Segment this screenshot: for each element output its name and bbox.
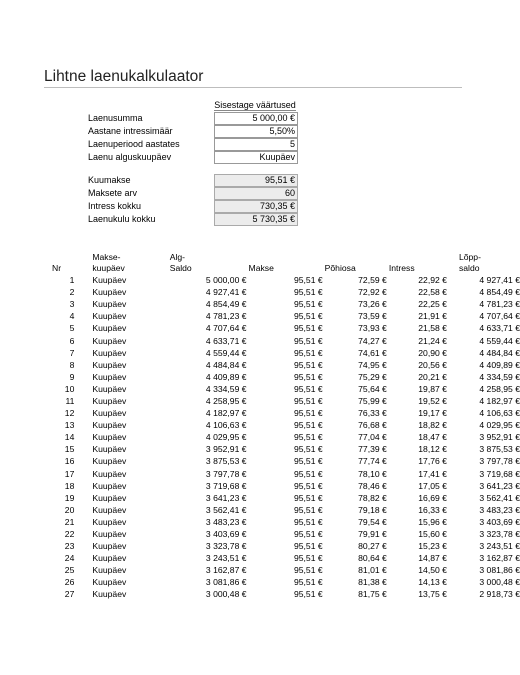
cell-payment: 95,51 € [293,383,323,394]
col-header-nr: Nr [52,263,62,273]
cell-date: Kuupäev [92,492,127,503]
cell-payment: 95,51 € [293,541,323,552]
col-header-date: Makse- kuupäev [92,252,125,273]
table-row [44,371,520,383]
table-row [44,528,520,540]
cell-nr: 21 [64,516,75,527]
cell-payment: 95,51 € [293,287,323,298]
monthly-payment-value: 95,51 € [214,174,298,187]
start-date-field[interactable]: Kuupäev [214,151,298,164]
cell-payment: 95,51 € [293,480,323,491]
cell-nr: 3 [69,299,75,310]
interest-rate-label: Aastane intressimäär [88,126,173,136]
cell-date: Kuupäev [92,589,127,600]
table-row [44,504,520,516]
table-row [44,322,520,334]
cell-start-balance: 4 258,95 € [205,395,247,406]
cell-end-balance: 3 243,51 € [479,541,520,552]
total-cost-label: Laenukulu kokku [88,214,156,224]
table-row [44,576,520,588]
col-header-principal: Põhiosa [324,263,356,273]
col-header-end-balance: Lõpp- saldo [458,252,481,273]
cell-interest: 21,91 € [418,311,447,322]
cell-interest: 18,82 € [418,420,447,431]
cell-end-balance: 3 641,23 € [479,480,520,491]
cell-interest: 18,47 € [418,432,447,443]
cell-start-balance: 4 182,97 € [205,408,247,419]
inputs-header: Sisestage väärtused [214,100,296,110]
cell-start-balance: 3 000,48 € [205,589,247,600]
cell-payment: 95,51 € [293,553,323,564]
table-row [44,395,520,407]
cell-interest: 17,41 € [418,468,447,479]
cell-payment: 95,51 € [293,444,323,455]
cell-payment: 95,51 € [293,456,323,467]
cell-start-balance: 3 875,53 € [205,456,247,467]
cell-nr: 8 [69,359,75,370]
cell-date: Kuupäev [92,335,127,346]
table-row [44,359,520,371]
cell-payment: 95,51 € [293,371,323,382]
cell-start-balance: 3 562,41 € [205,504,247,515]
cell-interest: 14,13 € [418,577,447,588]
cell-nr: 19 [64,492,75,503]
cell-date: Kuupäev [92,529,127,540]
cell-interest: 19,52 € [418,395,447,406]
cell-payment: 95,51 € [293,311,323,322]
cell-interest: 19,87 € [418,383,447,394]
cell-principal: 78,10 € [358,468,387,479]
cell-payment: 95,51 € [293,420,323,431]
cell-payment: 95,51 € [293,323,323,334]
cell-end-balance: 4 781,23 € [479,299,520,310]
cell-start-balance: 3 952,91 € [205,444,247,455]
cell-payment: 95,51 € [293,468,323,479]
cell-principal: 81,01 € [358,565,387,576]
title-divider [44,87,462,88]
cell-nr: 2 [69,287,75,298]
interest-rate-field[interactable]: 5,50% [214,125,298,138]
cell-end-balance: 4 106,63 € [479,408,520,419]
cell-start-balance: 3 323,78 € [205,541,247,552]
cell-interest: 20,56 € [418,359,447,370]
cell-start-balance: 3 641,23 € [205,492,247,503]
cell-principal: 74,27 € [358,335,387,346]
cell-end-balance: 4 707,64 € [479,311,520,322]
cell-principal: 78,46 € [358,480,387,491]
cell-start-balance: 4 334,59 € [205,383,247,394]
cell-interest: 22,58 € [418,287,447,298]
cell-nr: 25 [64,565,75,576]
table-row [44,310,520,322]
cell-date: Kuupäev [92,516,127,527]
amortization-table [44,248,520,601]
cell-payment: 95,51 € [293,432,323,443]
table-row [44,480,520,492]
cell-payment: 95,51 € [293,504,323,515]
cell-nr: 1 [69,275,75,286]
cell-payment: 95,51 € [293,589,323,600]
table-row [44,588,520,600]
cell-start-balance: 3 162,87 € [205,565,247,576]
cell-date: Kuupäev [92,504,127,515]
cell-nr: 15 [64,444,75,455]
table-row [44,492,520,504]
cell-start-balance: 4 927,41 € [205,287,247,298]
cell-payment: 95,51 € [293,275,323,286]
cell-principal: 79,18 € [358,504,387,515]
cell-principal: 81,38 € [358,577,387,588]
cell-date: Kuupäev [92,299,127,310]
cell-principal: 72,92 € [358,287,387,298]
cell-interest: 15,23 € [418,541,447,552]
cell-date: Kuupäev [92,553,127,564]
cell-payment: 95,51 € [293,577,323,588]
cell-date: Kuupäev [92,480,127,491]
cell-end-balance: 3 483,23 € [479,504,520,515]
cell-date: Kuupäev [92,311,127,322]
cell-end-balance: 4 633,71 € [479,323,520,334]
loan-amount-field[interactable]: 5 000,00 € [214,112,298,125]
cell-start-balance: 4 781,23 € [205,311,247,322]
cell-principal: 79,54 € [358,516,387,527]
cell-interest: 20,21 € [418,371,447,382]
payment-count-value: 60 [214,187,298,200]
cell-principal: 77,39 € [358,444,387,455]
cell-nr: 9 [69,371,75,382]
cell-date: Kuupäev [92,468,127,479]
cell-end-balance: 3 797,78 € [479,456,520,467]
cell-nr: 14 [64,432,75,443]
cell-payment: 95,51 € [293,335,323,346]
cell-nr: 22 [64,529,75,540]
cell-end-balance: 3 000,48 € [479,577,520,588]
cell-end-balance: 4 258,95 € [479,383,520,394]
loan-period-field[interactable]: 5 [214,138,298,151]
cell-interest: 14,87 € [418,553,447,564]
cell-principal: 77,74 € [358,456,387,467]
cell-interest: 14,50 € [418,565,447,576]
table-row [44,419,520,431]
cell-principal: 73,26 € [358,299,387,310]
page-title: Lihtne laenukalkulaator [44,68,204,85]
cell-start-balance: 3 243,51 € [205,553,247,564]
cell-principal: 80,27 € [358,541,387,552]
cell-date: Kuupäev [92,408,127,419]
cell-nr: 10 [64,383,75,394]
col-header-payment: Makse [248,263,274,273]
table-row [44,516,520,528]
cell-payment: 95,51 € [293,347,323,358]
cell-payment: 95,51 € [293,299,323,310]
cell-principal: 79,91 € [358,529,387,540]
cell-start-balance: 3 483,23 € [205,516,247,527]
cell-start-balance: 3 719,68 € [205,480,247,491]
loan-period-label: Laenuperiood aastates [88,139,180,149]
cell-principal: 75,29 € [358,371,387,382]
cell-interest: 15,60 € [418,529,447,540]
cell-end-balance: 4 409,89 € [479,359,520,370]
cell-end-balance: 3 719,68 € [479,468,520,479]
cell-end-balance: 3 323,78 € [479,529,520,540]
cell-principal: 76,33 € [358,408,387,419]
cell-end-balance: 3 081,86 € [479,565,520,576]
cell-nr: 18 [64,480,75,491]
cell-end-balance: 3 162,87 € [479,553,520,564]
payment-count-label: Maksete arv [88,188,138,198]
cell-date: Kuupäev [92,383,127,394]
cell-principal: 76,68 € [358,420,387,431]
col-header-start-balance: Alg- Saldo [169,252,192,273]
cell-nr: 5 [69,323,75,334]
cell-nr: 17 [64,468,75,479]
cell-nr: 16 [64,456,75,467]
cell-principal: 74,61 € [358,347,387,358]
cell-start-balance: 5 000,00 € [205,275,247,286]
cell-principal: 78,82 € [358,492,387,503]
cell-start-balance: 4 484,84 € [205,359,247,370]
cell-start-balance: 4 559,44 € [205,347,247,358]
cell-principal: 74,95 € [358,359,387,370]
loan-amount-label: Laenusumma [88,113,143,123]
table-row [44,347,520,359]
cell-nr: 27 [64,589,75,600]
cell-nr: 20 [64,504,75,515]
table-row [44,443,520,455]
cell-principal: 73,93 € [358,323,387,334]
table-header-row [44,248,520,274]
cell-date: Kuupäev [92,577,127,588]
cell-interest: 16,69 € [418,492,447,503]
table-row [44,455,520,467]
cell-date: Kuupäev [92,323,127,334]
table-row [44,552,520,564]
monthly-payment-label: Kuumakse [88,175,131,185]
start-date-label: Laenu alguskuupäev [88,152,172,162]
cell-interest: 18,12 € [418,444,447,455]
col-header-interest: Intress [388,263,415,273]
cell-end-balance: 2 918,73 € [479,589,520,600]
cell-principal: 72,59 € [358,275,387,286]
cell-date: Kuupäev [92,541,127,552]
cell-principal: 80,64 € [358,553,387,564]
cell-interest: 21,24 € [418,335,447,346]
cell-end-balance: 4 927,41 € [479,275,520,286]
cell-payment: 95,51 € [293,565,323,576]
cell-nr: 12 [64,408,75,419]
cell-end-balance: 3 952,91 € [479,432,520,443]
cell-interest: 19,17 € [418,408,447,419]
cell-start-balance: 3 081,86 € [205,577,247,588]
cell-principal: 73,59 € [358,311,387,322]
cell-end-balance: 4 182,97 € [479,395,520,406]
cell-nr: 26 [64,577,75,588]
cell-end-balance: 4 559,44 € [479,335,520,346]
cell-interest: 13,75 € [418,589,447,600]
total-cost-value: 5 730,35 € [214,213,298,226]
cell-nr: 11 [65,395,75,406]
cell-payment: 95,51 € [293,529,323,540]
table-row [44,540,520,552]
cell-date: Kuupäev [92,359,127,370]
cell-nr: 24 [64,553,75,564]
cell-start-balance: 4 029,95 € [205,432,247,443]
cell-nr: 7 [69,347,75,358]
cell-end-balance: 4 334,59 € [479,371,520,382]
cell-payment: 95,51 € [293,395,323,406]
cell-nr: 4 [69,311,75,322]
table-row [44,431,520,443]
cell-start-balance: 3 797,78 € [205,468,247,479]
inputs-header-divider [214,110,296,111]
cell-principal: 75,64 € [358,383,387,394]
cell-principal: 81,75 € [358,589,387,600]
table-row [44,298,520,310]
cell-end-balance: 3 562,41 € [479,492,520,503]
total-interest-label: Intress kokku [88,201,142,211]
cell-interest: 17,76 € [418,456,447,467]
cell-date: Kuupäev [92,565,127,576]
cell-principal: 75,99 € [358,395,387,406]
cell-date: Kuupäev [92,275,127,286]
table-row [44,564,520,576]
cell-date: Kuupäev [92,420,127,431]
cell-end-balance: 4 854,49 € [479,287,520,298]
cell-nr: 6 [69,335,75,346]
cell-nr: 13 [64,420,75,431]
cell-interest: 16,33 € [418,504,447,515]
cell-interest: 20,90 € [418,347,447,358]
cell-interest: 17,05 € [418,480,447,491]
cell-interest: 22,92 € [418,275,447,286]
cell-date: Kuupäev [92,456,127,467]
total-interest-value: 730,35 € [214,200,298,213]
table-row [44,383,520,395]
cell-date: Kuupäev [92,432,127,443]
cell-interest: 21,58 € [418,323,447,334]
cell-start-balance: 3 403,69 € [205,529,247,540]
cell-date: Kuupäev [92,371,127,382]
cell-date: Kuupäev [92,444,127,455]
cell-start-balance: 4 854,49 € [205,299,247,310]
cell-end-balance: 4 484,84 € [479,347,520,358]
cell-end-balance: 3 875,53 € [479,444,520,455]
cell-date: Kuupäev [92,287,127,298]
cell-start-balance: 4 409,89 € [205,371,247,382]
cell-payment: 95,51 € [293,492,323,503]
cell-start-balance: 4 106,63 € [205,420,247,431]
cell-nr: 23 [64,541,75,552]
cell-payment: 95,51 € [293,408,323,419]
cell-start-balance: 4 707,64 € [205,323,247,334]
table-row [44,334,520,346]
cell-payment: 95,51 € [293,516,323,527]
cell-interest: 22,25 € [418,299,447,310]
cell-start-balance: 4 633,71 € [205,335,247,346]
cell-interest: 15,96 € [418,516,447,527]
cell-payment: 95,51 € [293,359,323,370]
cell-date: Kuupäev [92,395,127,406]
cell-principal: 77,04 € [358,432,387,443]
table-row [44,274,520,286]
cell-end-balance: 4 029,95 € [479,420,520,431]
cell-end-balance: 3 403,69 € [479,516,520,527]
cell-date: Kuupäev [92,347,127,358]
table-row [44,407,520,419]
table-row [44,286,520,298]
table-row [44,468,520,480]
